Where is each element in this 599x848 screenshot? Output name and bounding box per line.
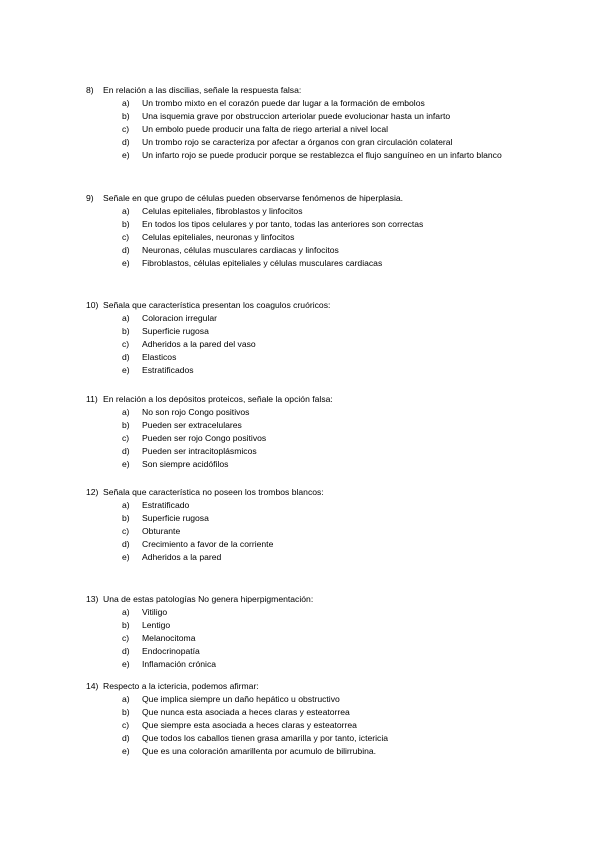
option-letter: a) — [122, 694, 130, 704]
question-number: 8) — [86, 85, 94, 95]
option-text: Son siempre acidófilos — [142, 459, 229, 469]
option-text: Un trombo mixto en el corazón puede dar lugar a la formación de embolos — [142, 98, 425, 108]
option-c — [122, 123, 526, 136]
option-a — [122, 406, 526, 419]
option-text: Superficie rugosa — [142, 326, 209, 336]
option-text: Un infarto rojo se puede producir porque se restablezca el flujo sanguíneo en un infarto blanco — [142, 150, 502, 160]
option-text: Inflamación crónica — [142, 659, 217, 669]
option-text: Celulas epiteliales, fibroblastos y linfocitos — [142, 206, 303, 216]
option-text: Adheridos a la pared — [142, 552, 222, 562]
question-text: Una de estas patologías No genera hiperpigmentación: — [103, 594, 314, 604]
option-text: Estratificados — [142, 365, 194, 375]
option-text: Un trombo rojo se caracteriza por afectar a órganos con gran circulación colateral — [142, 137, 453, 147]
option-d — [122, 538, 526, 551]
option-text: Pueden ser rojo Congo positivos — [142, 433, 267, 443]
option-letter: d) — [122, 646, 130, 656]
option-text: Vitiligo — [142, 607, 168, 617]
option-letter: c) — [122, 339, 130, 349]
option-text: Que implica siempre un daño hepático u obstructivo — [142, 694, 340, 704]
option-letter: d) — [122, 245, 130, 255]
option-text: Superficie rugosa — [142, 513, 209, 523]
option-e — [122, 257, 526, 270]
option-e — [122, 149, 526, 162]
option-letter: a) — [122, 98, 130, 108]
question-11 — [86, 393, 526, 471]
option-letter: e) — [122, 746, 130, 756]
question-number: 11) — [86, 394, 98, 404]
option-text: Obturante — [142, 526, 181, 536]
question-text: En relación a las discilias, señale la respuesta falsa: — [103, 85, 302, 95]
option-text: Pueden ser intracitoplásmicos — [142, 446, 257, 456]
option-letter: c) — [122, 720, 130, 730]
option-e — [122, 458, 526, 471]
option-b — [122, 706, 526, 719]
option-letter: b) — [122, 707, 130, 717]
option-letter: d) — [122, 446, 130, 456]
option-letter: c) — [122, 124, 130, 134]
option-e — [122, 745, 526, 758]
option-text: Elasticos — [142, 352, 177, 362]
option-text: Que siempre esta asociada a heces claras y esteatorrea — [142, 720, 357, 730]
option-a — [122, 205, 526, 218]
option-text: Melanocitoma — [142, 633, 196, 643]
option-text: Un embolo puede producir una falta de riego arterial a nivel local — [142, 124, 389, 134]
question-text: Señale en que grupo de células pueden observarse fenómenos de hiperplasia. — [103, 193, 404, 203]
option-b — [122, 325, 526, 338]
option-d — [122, 732, 526, 745]
option-letter: e) — [122, 552, 130, 562]
option-b — [122, 419, 526, 432]
option-letter: b) — [122, 219, 130, 229]
option-text: Crecimiento a favor de la corriente — [142, 539, 274, 549]
option-letter: c) — [122, 633, 130, 643]
option-e — [122, 364, 526, 377]
option-text: No son rojo Congo positivos — [142, 407, 250, 417]
option-c — [122, 719, 526, 732]
question-number: 14) — [86, 681, 99, 691]
question-12 — [86, 486, 526, 564]
question-9 — [86, 192, 526, 270]
option-letter: c) — [122, 232, 130, 242]
option-letter: e) — [122, 659, 130, 669]
option-text: Que nunca esta asociada a heces claras y esteatorrea — [142, 707, 350, 717]
question-text: En relación a los depósitos proteicos, señale la opción falsa: — [103, 394, 333, 404]
option-e — [122, 551, 526, 564]
option-b — [122, 619, 526, 632]
option-letter: b) — [122, 513, 130, 523]
option-text: En todos los tipos celulares y por tanto, todas las anteriores son correctas — [142, 219, 424, 229]
option-a — [122, 693, 526, 706]
option-letter: c) — [122, 433, 130, 443]
option-letter: e) — [122, 365, 130, 375]
option-letter: a) — [122, 206, 130, 216]
option-text: Adheridos a la pared del vaso — [142, 339, 256, 349]
option-letter: b) — [122, 420, 130, 430]
option-text: Coloracion irregular — [142, 313, 217, 323]
option-b — [122, 110, 526, 123]
option-c — [122, 525, 526, 538]
option-a — [122, 499, 526, 512]
option-text: Endocrinopatía — [142, 646, 200, 656]
option-text: Fibroblastos, células epiteliales y células musculares cardiacas — [142, 258, 383, 268]
question-number: 9) — [86, 193, 94, 203]
option-text: Celulas epiteliales, neuronas y linfocitos — [142, 232, 295, 242]
option-d — [122, 244, 526, 257]
option-letter: d) — [122, 137, 130, 147]
option-a — [122, 97, 526, 110]
option-letter: e) — [122, 459, 130, 469]
question-text: Respecto a la ictericia, podemos afirmar: — [103, 681, 259, 691]
option-c — [122, 338, 526, 351]
question-text: Señala que característica no poseen los trombos blancos: — [103, 487, 324, 497]
option-e — [122, 658, 526, 671]
option-letter: b) — [122, 111, 130, 121]
option-letter: e) — [122, 150, 130, 160]
question-number: 10) — [86, 300, 99, 310]
option-text: Que es una coloración amarillenta por acumulo de bilirrubina. — [142, 746, 377, 756]
option-text: Que todos los caballos tienen grasa amarilla y por tanto, ictericia — [142, 733, 389, 743]
option-b — [122, 512, 526, 525]
question-number: 12) — [86, 487, 99, 497]
option-b — [122, 218, 526, 231]
option-letter: d) — [122, 539, 130, 549]
option-text: Neuronas, células musculares cardiacas y linfocitos — [142, 245, 339, 255]
option-letter: b) — [122, 620, 130, 630]
option-letter: e) — [122, 258, 130, 268]
option-letter: a) — [122, 500, 130, 510]
option-letter: b) — [122, 326, 130, 336]
option-text: Estratificado — [142, 500, 190, 510]
option-c — [122, 231, 526, 244]
option-text: Lentigo — [142, 620, 171, 630]
option-c — [122, 432, 526, 445]
option-letter: a) — [122, 313, 130, 323]
option-d — [122, 351, 526, 364]
option-text: Una isquemia grave por obstruccion arteriolar puede evolucionar hasta un infarto — [142, 111, 451, 121]
option-letter: d) — [122, 733, 130, 743]
question-8 — [86, 84, 526, 162]
option-d — [122, 645, 526, 658]
option-d — [122, 136, 526, 149]
option-c — [122, 632, 526, 645]
question-text: Señala que característica presentan los coagulos cruóricos: — [103, 300, 331, 310]
option-letter: c) — [122, 526, 130, 536]
question-10 — [86, 299, 526, 377]
question-13 — [86, 593, 526, 671]
option-text: Pueden ser extracelulares — [142, 420, 242, 430]
option-d — [122, 445, 526, 458]
question-14 — [86, 680, 526, 758]
option-a — [122, 312, 526, 325]
question-number: 13) — [86, 594, 99, 604]
option-a — [122, 606, 526, 619]
option-letter: a) — [122, 607, 130, 617]
option-letter: a) — [122, 407, 130, 417]
option-letter: d) — [122, 352, 130, 362]
